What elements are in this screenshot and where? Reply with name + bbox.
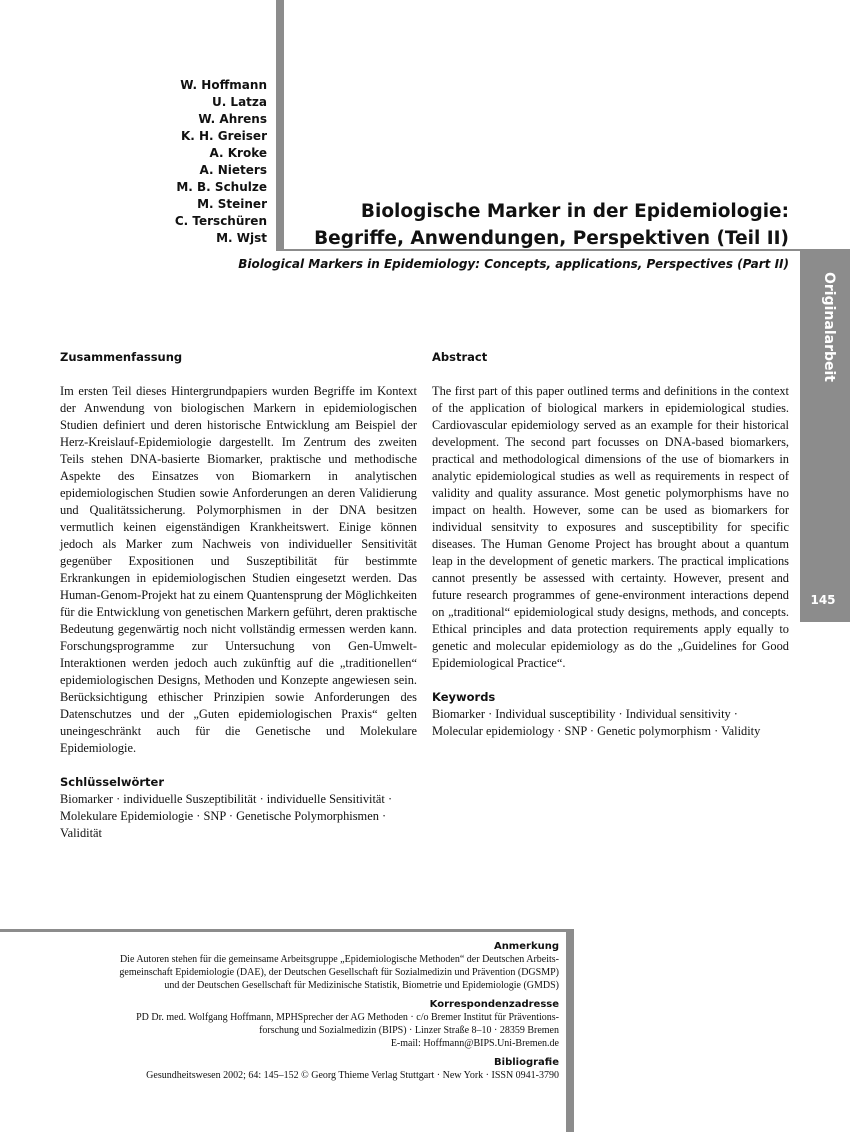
german-abstract-heading: Zusammenfassung bbox=[60, 350, 183, 364]
correspondence-block bbox=[39, 998, 559, 1050]
bibliography-heading: Bibliografie bbox=[494, 1057, 559, 1068]
author: W. Ahrens bbox=[198, 112, 267, 126]
remark-line: gemeinschaft Epidemiologie (DAE), der Deutschen Gesellschaft für Sozialmedizin und Prävention (DGSMP) bbox=[119, 967, 559, 978]
german-abstract-text: Im ersten Teil dieses Hintergrundpapiers wurden Begriffe im Kontext der Anwendung von biologischen Markern in epidemiologischen Studien definiert und deren historische Entwicklung am Beispiel der Herz-Kreislauf-Epidemiologie dargestellt. Im Zentrum des zweiten Teils stehen DNA-basierte Biomarker, praktische und methodische Aspekte des Einsatzes von Biomarkern in analytischen epidemiologischen Studien sowie Anforderungen an deren Validierung und Qualitätssicherung. Polymorphismen in der DNA besitzen vermutlich keinen eigenständigen Krankheitswert. Einige können jedoch als Marker zum Nachweis von individueller Sensitivität gegenüber Expositionen und Suszeptibilität für bestimmte Erkrankungen in epidemiologischen Studien eingesetzt werden. Das Human-Genom-Projekt hat zu einem Quantensprung der Möglichkeiten für die Entwicklung von genetischen Markern geführt, deren praktische Bedeutung gegenwärtig noch nicht vollständig ermessen werden kann. Forschungsprogramme zur Untersuchung von Gen-Umwelt-Interaktionen werden jedoch auch zukünftig auf die „traditionellen“ epidemiologischen Designs, Methoden und Konzepte angewiesen sein. Berücksichtigung ethischer Prinzipien sowie Anforderungen des Datenschutzes und der „Guten epidemiologischen Praxis“ gelten uneingeschränkt auch für die Genetische und Molekulare Epidemiologie. bbox=[60, 384, 417, 755]
article-subtitle: Biological Markers in Epidemiology: Concepts, applications, Perspectives (Part II) bbox=[238, 257, 789, 271]
correspondence-line: forschung und Sozialmedizin (BIPS) · Linzer Straße 8–10 · 28359 Bremen bbox=[259, 1025, 559, 1036]
article-type-label: Originalarbeit bbox=[821, 272, 837, 382]
remark-line: und der Deutschen Gesellschaft für Medizinische Statistik, Biometrie und Epidemiologie (GMDS) bbox=[164, 980, 559, 991]
title-line: Begriffe, Anwendungen, Perspektiven (Teil II) bbox=[314, 228, 789, 249]
title-line: Biologische Marker in der Epidemiologie: bbox=[360, 201, 789, 222]
top-vertical-bar bbox=[276, 0, 284, 250]
page-number: 145 bbox=[810, 593, 836, 607]
author: M. B. Schulze bbox=[176, 180, 267, 194]
author: K. H. Greiser bbox=[180, 129, 267, 143]
english-abstract-heading: Abstract bbox=[432, 350, 488, 364]
remark-block bbox=[39, 940, 559, 992]
bibliography-block bbox=[39, 1056, 559, 1082]
footer-rule bbox=[0, 929, 574, 932]
author: U. Latza bbox=[211, 95, 267, 109]
author: M. Steiner bbox=[197, 197, 267, 211]
footer-vertical-bar bbox=[566, 929, 574, 1132]
remark-line: Die Autoren stehen für die gemeinsame Arbeitsgruppe „Epidemiologische Methoden“ der Deutschen Arbeits- bbox=[119, 954, 559, 965]
author: W. Hoffmann bbox=[180, 78, 267, 92]
correspondence-heading: Korrespondenzadresse bbox=[429, 999, 559, 1010]
german-abstract bbox=[60, 349, 417, 842]
author: A. Kroke bbox=[209, 146, 267, 160]
correspondence-line: PD Dr. med. Wolfgang Hoffmann, MPHSprecher der AG Methoden · c/o Bremer Institut für Präventions- bbox=[136, 1012, 559, 1023]
english-keywords-heading: Keywords bbox=[432, 690, 496, 704]
bibliography-line: Gesundheitswesen 2002; 64: 145–152 © Georg Thieme Verlag Stuttgart · New York · ISSN 0941-3790 bbox=[146, 1070, 559, 1081]
german-keywords: Biomarker · individuelle Suszeptibilität · individuelle Sensitivität · Molekulare Epidemiologie · SNP · Genetische Polymorphismen · Validität bbox=[60, 792, 393, 840]
author: A. Nieters bbox=[199, 163, 267, 177]
author-list bbox=[175, 77, 267, 247]
author: M. Wjst bbox=[216, 231, 267, 245]
author: C. Terschüren bbox=[174, 214, 267, 228]
correspondence-email[interactable]: E-mail: Hoffmann@BIPS.Uni-Bremen.de bbox=[390, 1038, 559, 1049]
english-abstract-text: The first part of this paper outlined terms and definitions in the context of the application of biological markers in epidemiological studies. Cardiovascular epidemiology served as an example for their historical development. The second part focusses on DNA-based biomarkers, practical and methodological dimensions of the use of biomarkers in analytic epidemiological studies as well as requirements in respect of validity and quality assurance. Most genetic polymorphisms have no impact on health. However, some can be used as biomarkers for individual sensitvity to exposures and susceptibility for specific diseases. The Human Genome Project has brought about a quantum leap in the development of genetic markers. The practical implications cannot presently be assessed with certainty. However, present and future research programmes of gene-environment interactions depend on „traditional“ epidemiological study designs, methods, and concepts. Ethical principles and data protection requirements apply equally to genetic and molecular epidemiology as do the „Guidelines for Good Epidemiological Practice“. bbox=[432, 384, 789, 670]
english-abstract bbox=[432, 349, 789, 740]
article-title bbox=[314, 198, 789, 252]
remark-heading: Anmerkung bbox=[493, 941, 559, 952]
english-keywords: Biomarker · Individual susceptibility · Individual sensitivity · Molecular epidemiology · SNP · Genetic polymorphism · Validity bbox=[432, 707, 761, 738]
german-keywords-heading: Schlüsselwörter bbox=[60, 775, 165, 789]
